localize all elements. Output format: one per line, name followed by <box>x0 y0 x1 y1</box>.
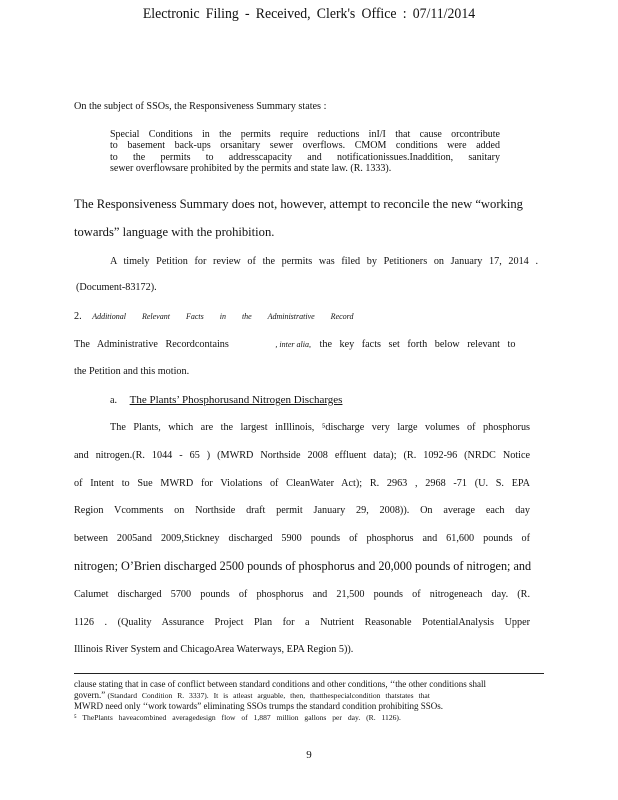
body-line: 1126 . (Quality Assurance Project Plan for a Nutrient Reasonable PotentialAnalysis Upper <box>74 617 530 628</box>
body-line: Illinois River System and ChicagoArea Waterways, EPA Region 5)). <box>74 644 354 655</box>
petition-line-2: (Document-83172). <box>76 282 157 293</box>
inter-alia: , inter alia, <box>275 340 311 349</box>
body-line: and nitrogen.(R. 1044 - 65 ) (MWRD Northside 2008 effluent data); (R. 1092-96 (NRDC Notice <box>74 450 530 461</box>
footnote-divider <box>74 673 544 674</box>
footnote-standard-condition: (Standard Condition R. 3337). It is atleast arguable, then, thatthespecialcondition thatstates that <box>107 691 430 700</box>
footnote-line-2 <box>74 690 544 701</box>
footnote-govern: govern.” <box>74 690 106 700</box>
responsiveness-line-2: towards” language with the prohibition. <box>74 225 275 239</box>
admin-text-a: The Administrative Recordcontains <box>74 339 229 350</box>
page-number: 9 <box>306 749 312 761</box>
quote-line: to basement back-ups orsanitary sewer overflows. CMOM conditions were added <box>110 140 500 152</box>
section-title: Additional Relevant Facts in the Administrative Record <box>92 312 354 321</box>
body-line: between 2005and 2009,Stickney discharged 5900 pounds of phosphorus and 61,600 pounds of <box>74 533 530 544</box>
subsection-a-heading <box>110 394 566 407</box>
admin-record-line-1 <box>74 339 530 351</box>
quote-line: Special Conditions in the permits require reductions inI/I that cause orcontribute <box>110 129 500 140</box>
admin-record-line-2: the Petition and this motion. <box>74 366 190 377</box>
quote-line: sewer overflowsare prohibited by the permits and state law. (R. 1333). <box>110 162 392 174</box>
block-quote <box>110 129 500 174</box>
responsiveness-line-1: The Responsiveness Summary does not, however, attempt to reconcile the new “working <box>74 197 523 211</box>
body-line: Region Vcomments on Northside draft permit January 29, 2008)). On average each day <box>74 505 530 516</box>
subsection-title: The Plants’ Phosphorusand Nitrogen Discharges <box>129 394 343 406</box>
body-line: The Plants, which are the largest inIllinois, ⁵discharge very large volumes of phosphorus <box>110 422 530 433</box>
nitrogen-line: nitrogen; O’Brien discharged 2500 pounds of phosphorus and 20,000 pounds of nitrogen; and <box>74 559 532 573</box>
footnote-5: ⁵ ThePlants haveacombined averagedesign flow of 1,887 million gallons per day. (R. 1126). <box>74 713 401 722</box>
subsection-label: a. <box>110 395 118 406</box>
petition-line-1: A timely Petition for review of the permits was filed by Petitioners on January 17, 2014 . <box>110 256 538 267</box>
quote-line: to the permits to addresscapacity and notificationissues.Inaddition, sanitary <box>110 151 500 163</box>
admin-text-c: the key facts set forth below relevant to <box>319 339 516 350</box>
intro-paragraph: On the subject of SSOs, the Responsiveness Summary states : <box>74 101 327 112</box>
body-line: Calumet discharged 5700 pounds of phosphorus and 21,500 pounds of nitrogeneach day. (R. <box>74 589 530 600</box>
footnote-line-3: MWRD need only ‘‘work towards” eliminating SSOs trumps the standard condition prohibiting SSOs. <box>74 701 444 711</box>
section-2-heading <box>74 311 530 323</box>
body-line: of Intent to Sue MWRD for Violations of CleanWater Act); R. 2963 , 2968 -71 (U. S. EPA <box>74 478 530 489</box>
footnote-line-1: clause stating that in case of conflict between standard conditions and other conditions, ‘‘the other conditions shall <box>74 679 486 689</box>
section-number: 2. <box>74 311 82 322</box>
filing-header: Electronic Filing - Received, Clerk's Office : 07/11/2014 <box>142 6 476 22</box>
